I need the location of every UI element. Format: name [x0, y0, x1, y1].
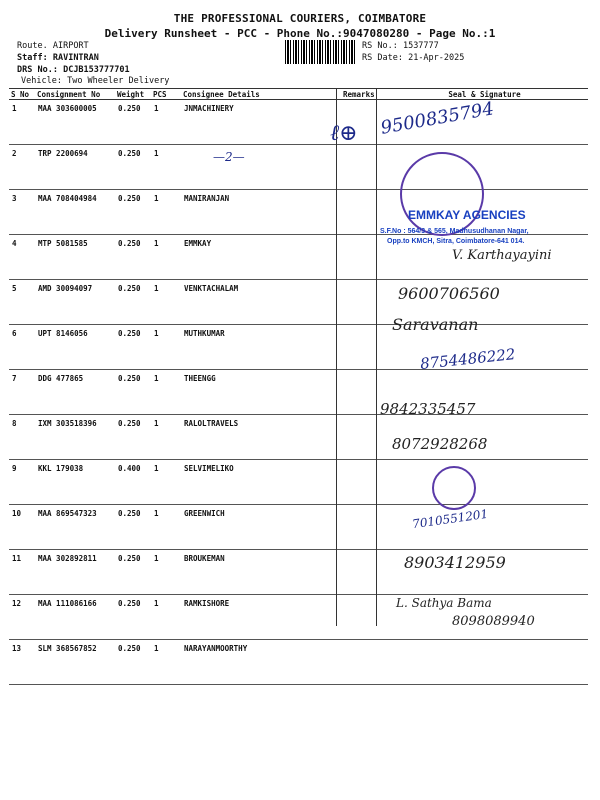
table-header-row [9, 89, 588, 100]
cell-remarks [341, 190, 381, 235]
cell-sno: 10 [9, 505, 35, 550]
stamp-company: EMMKAY AGENCIES [408, 208, 526, 222]
cell-weight: 0.250 [115, 505, 151, 550]
table-row [9, 415, 588, 460]
cell-weight: 0.250 [115, 325, 151, 370]
cell-consignment: UPT 8146056 [35, 325, 115, 370]
cell-pcs: 1 [151, 595, 181, 640]
cell-remarks [341, 280, 381, 325]
handwritten-phone-row1: 9500835794 [379, 98, 496, 139]
table-row [9, 505, 588, 550]
cell-sno: 9 [9, 460, 35, 505]
remarks-divider-right [376, 88, 377, 626]
signature-row4: V. Karthayayini [452, 248, 552, 263]
cell-consignee: RALOLTRAVELS [181, 415, 341, 460]
signature-row13: L. Sathya Bama [396, 596, 492, 610]
cell-weight: 0.250 [115, 280, 151, 325]
barcode [285, 40, 355, 64]
cell-pcs: 1 [151, 505, 181, 550]
table-row [9, 640, 588, 685]
staff-label: Staff: [17, 53, 48, 63]
cell-consignee: EMMKAY [181, 235, 341, 280]
cell-consignee: VENKTACHALAM [181, 280, 341, 325]
vehicle-label: Vehicle: [21, 76, 62, 86]
rs-date-value: 21-Apr-2025 [408, 53, 465, 63]
cell-consignment: SLM 368567852 [35, 640, 115, 685]
cell-sno: 13 [9, 640, 35, 685]
cell-consignment: IXM 303518396 [35, 415, 115, 460]
cell-remarks [341, 460, 381, 505]
cell-remarks [341, 505, 381, 550]
cell-weight: 0.250 [115, 640, 151, 685]
header-consignee: Consignee Details [181, 89, 341, 100]
cell-weight: 0.250 [115, 595, 151, 640]
rs-no-label: RS No.: [362, 41, 398, 51]
cell-consignment: TRP 2200694 [35, 145, 115, 190]
table-row [9, 280, 588, 325]
handwritten-phone-row8: 9842335457 [380, 400, 476, 418]
signature-row6: Saravanan [392, 315, 479, 334]
cell-pcs: 1 [151, 415, 181, 460]
cell-weight: 0.400 [115, 460, 151, 505]
rs-date-label: RS Date: [362, 53, 403, 63]
cell-consignment: MAA 708404984 [35, 190, 115, 235]
staff-value: RAVINTRAN [52, 53, 99, 63]
header-weight: Weight [115, 89, 151, 100]
cell-consignee: SELVIMELIKO [181, 460, 341, 505]
handwritten-mark-row2: —2— [213, 150, 245, 164]
header-seal: Seal & Signature [381, 89, 588, 100]
handwritten-phone-row13: 8098089940 [452, 614, 535, 629]
cell-pcs: 1 [151, 640, 181, 685]
stamp-address-1: S.F.No : 564/3 & 565, Madhusudhanan Nagar, [380, 228, 529, 235]
cell-remarks [341, 415, 381, 460]
table-row [9, 100, 588, 145]
cell-weight: 0.250 [115, 100, 151, 145]
cell-pcs: 1 [151, 235, 181, 280]
cell-consignee: NARAYANMOORTHY [181, 640, 341, 685]
cell-sno: 3 [9, 190, 35, 235]
handwritten-phone-row9: 8072928268 [392, 435, 488, 453]
cell-sno: 1 [9, 100, 35, 145]
cell-consignment: MTP 5081585 [35, 235, 115, 280]
cell-remarks [341, 595, 381, 640]
cell-pcs: 1 [151, 190, 181, 235]
cell-remarks [341, 550, 381, 595]
route-value: AIRPORT [52, 41, 89, 51]
cell-consignment: DDG 477865 [35, 370, 115, 415]
remarks-scribble-icon: ℓ⊕ [330, 121, 358, 146]
header-remarks: Remarks [341, 89, 381, 100]
cell-sno: 6 [9, 325, 35, 370]
cell-consignment: MAA 303600005 [35, 100, 115, 145]
cell-remarks [341, 640, 381, 685]
rs-no-line [362, 40, 439, 52]
cell-consignee: GREENWICH [181, 505, 341, 550]
stamp-address-2: Opp.to KMCH, Sitra, Coimbatore-641 014. [387, 238, 525, 245]
cell-pcs: 1 [151, 280, 181, 325]
cell-sno: 11 [9, 550, 35, 595]
cell-sno: 12 [9, 595, 35, 640]
cell-consignment: KKL 179038 [35, 460, 115, 505]
cell-sno: 5 [9, 280, 35, 325]
cell-sno: 8 [9, 415, 35, 460]
cell-remarks [341, 325, 381, 370]
cell-pcs: 1 [151, 550, 181, 595]
cell-consignment: AMD 30094097 [35, 280, 115, 325]
round-seal-icon [432, 466, 476, 510]
header-sno: S No [9, 89, 35, 100]
handwritten-phone-row12: 8903412959 [404, 553, 506, 572]
remarks-divider-left [336, 88, 337, 626]
table-row [9, 370, 588, 415]
route-line [17, 40, 89, 52]
cell-consignee [181, 145, 341, 190]
header-consignment: Consignment No [35, 89, 115, 100]
rs-no-value: 1537777 [402, 41, 439, 51]
handwritten-phone-row5: 9600706560 [398, 284, 500, 303]
vehicle-line [21, 75, 169, 87]
cell-consignee: RAMKISHORE [181, 595, 341, 640]
cell-consignment: MAA 111086166 [35, 595, 115, 640]
cell-consignee: MANIRANJAN [181, 190, 341, 235]
cell-consignee: BROUKEMAN [181, 550, 341, 595]
cell-pcs: 1 [151, 145, 181, 190]
drs-label: DRS No.: [17, 65, 58, 75]
seal-stamp-icon [400, 152, 484, 236]
table-row [9, 145, 588, 190]
cell-weight: 0.250 [115, 235, 151, 280]
cell-pcs: 1 [151, 370, 181, 415]
cell-weight: 0.250 [115, 370, 151, 415]
cell-consignment: MAA 302892811 [35, 550, 115, 595]
delivery-table [9, 88, 588, 685]
cell-seal [381, 460, 588, 505]
cell-pcs: 1 [151, 325, 181, 370]
cell-weight: 0.250 [115, 550, 151, 595]
cell-remarks [341, 370, 381, 415]
cell-weight: 0.250 [115, 145, 151, 190]
cell-remarks [341, 145, 381, 190]
cell-consignee: MUTHKUMAR [181, 325, 341, 370]
cell-weight: 0.250 [115, 190, 151, 235]
cell-sno: 2 [9, 145, 35, 190]
cell-consignee: JNMACHINERY [181, 100, 341, 145]
cell-seal [381, 640, 588, 685]
cell-sno: 7 [9, 370, 35, 415]
header-pcs: PCS [151, 89, 181, 100]
handwritten-phone-row11: 7010551201 [411, 506, 489, 532]
handwritten-phone-row7: 8754486222 [419, 345, 517, 373]
cell-pcs: 1 [151, 460, 181, 505]
vehicle-value: Two Wheeler Delivery [67, 76, 170, 86]
cell-consignee: THEENGG [181, 370, 341, 415]
company-title: THE PROFESSIONAL COURIERS, COIMBATORE [173, 12, 427, 25]
cell-consignment: MAA 869547323 [35, 505, 115, 550]
cell-sno: 4 [9, 235, 35, 280]
cell-remarks [341, 235, 381, 280]
runsheet-subtitle: Delivery Runsheet - PCC - Phone No.:9047080280 - Page No.:1 [104, 27, 496, 40]
cell-weight: 0.250 [115, 415, 151, 460]
drs-value: DCJB153777701 [63, 65, 130, 75]
cell-pcs: 1 [151, 100, 181, 145]
table-row [9, 460, 588, 505]
route-label: Route. [17, 41, 48, 51]
rs-date-line [362, 52, 464, 64]
staff-line [17, 52, 99, 64]
